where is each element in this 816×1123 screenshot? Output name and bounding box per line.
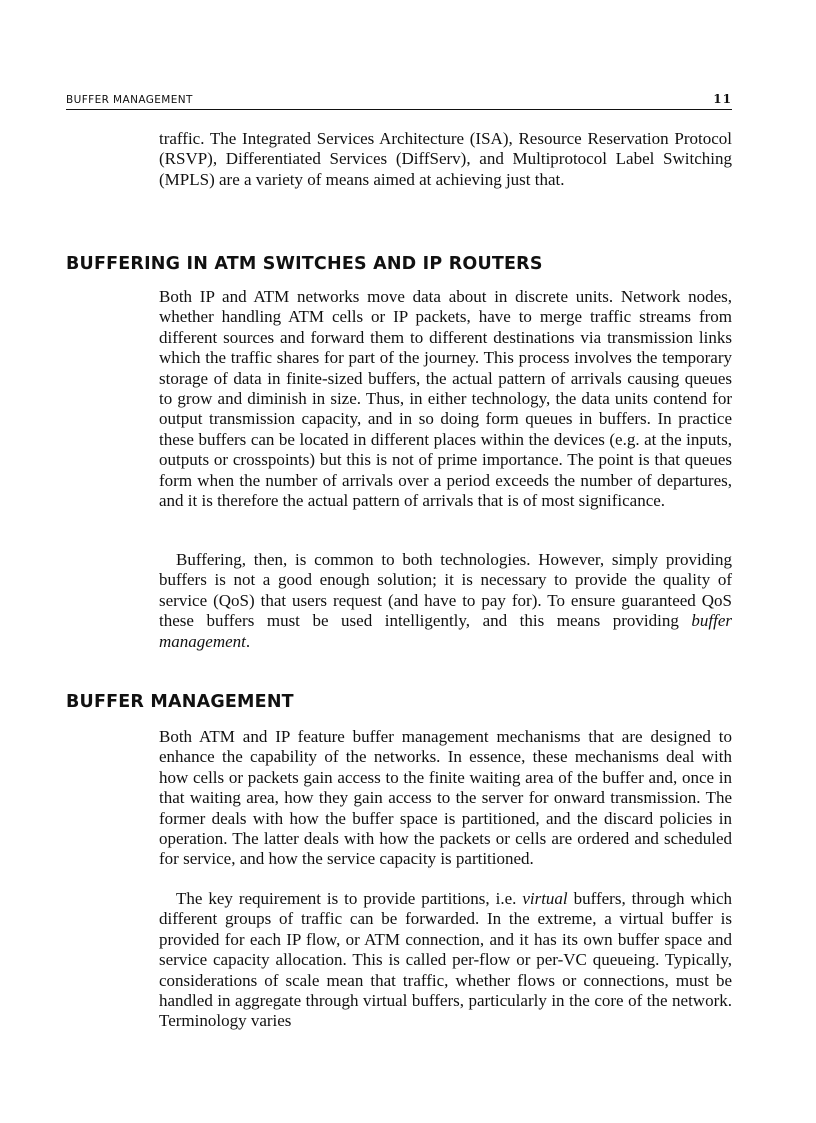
running-head bbox=[66, 92, 732, 110]
section1-paragraph-2 bbox=[159, 550, 732, 652]
intro-paragraph: traffic. The Integrated Services Architecture (ISA), Resource Reservation Protocol (RSVP), Differentiated Services (DiffServ), and Multiprotocol Label Switching (MPLS) are a variety of means aimed at achieving just that. bbox=[159, 129, 732, 189]
section2-paragraph-2 bbox=[159, 889, 732, 1032]
section2-paragraph-2-emphasis: virtual bbox=[522, 889, 568, 908]
section-heading-buffering: BUFFERING IN ATM SWITCHES AND IP ROUTERS bbox=[66, 254, 543, 274]
running-head-title: BUFFER MANAGEMENT bbox=[66, 94, 193, 106]
section2-paragraph-1: Both ATM and IP feature buffer management mechanisms that are designed to enhance the capability of the networks. In essence, these mechanisms deal with how cells or packets gain access to the finite waiting area of the buffer and, once in that waiting area, how they gain access to the server for onward transmission. The former deals with how the buffer space is partitioned, and the discard policies in operation. The latter deals with how the packets or cells are ordered and scheduled for service, and how the service capacity is partitioned. bbox=[159, 727, 732, 869]
page-number: 11 bbox=[713, 92, 732, 106]
section-heading-buffer-management: BUFFER MANAGEMENT bbox=[66, 692, 294, 712]
section2-paragraph-2-end: buffers, through which different groups of traffic can be forwarded. In the extreme, a virtual buffer is provided for each IP flow, or ATM connection, and it has its own buffer space and service capacity allocation. This is called per-flow or per-VC queueing. Typically, considerations of scale mean that traffic, whether flows or connections, must be handled in aggregate through virtual buffers, particularly in the core of the network. Terminology varies bbox=[159, 889, 732, 1031]
section1-paragraph-2-text: Buffering, then, is common to both technologies. However, simply providing buffers is not a good enough solution; it is necessary to provide the quality of service (QoS) that users request (and have to pay for). To ensure guaranteed QoS these buffers must be used intelligently, and this means providing bbox=[159, 550, 732, 631]
section1-paragraph-2-end: . bbox=[245, 631, 251, 651]
section1-paragraph-1: Both IP and ATM networks move data about in discrete units. Network nodes, whether handling ATM cells or IP packets, have to merge traffic streams from different sources and forward them to different destinations via transmission links which the traffic shares for part of the journey. This process involves the temporary storage of data in finite-sized buffers, the actual pattern of arrivals causing queues to grow and diminish in size. Thus, in either technology, the data units contend for output transmission capacity, and in so doing form queues in buffers. In practice these buffers can be located in different places within the devices (e.g. at the inputs, outputs or crosspoints) but this is not of prime importance. The point is that queues form when the number of arrivals over a period exceeds the number of departures, and it is therefore the actual pattern of arrivals that is of most significance. bbox=[159, 287, 732, 511]
section1-paragraph-2-emphasis: buffer management bbox=[159, 611, 732, 651]
section2-paragraph-2-text: The key requirement is to provide partitions, i.e. bbox=[176, 889, 523, 908]
